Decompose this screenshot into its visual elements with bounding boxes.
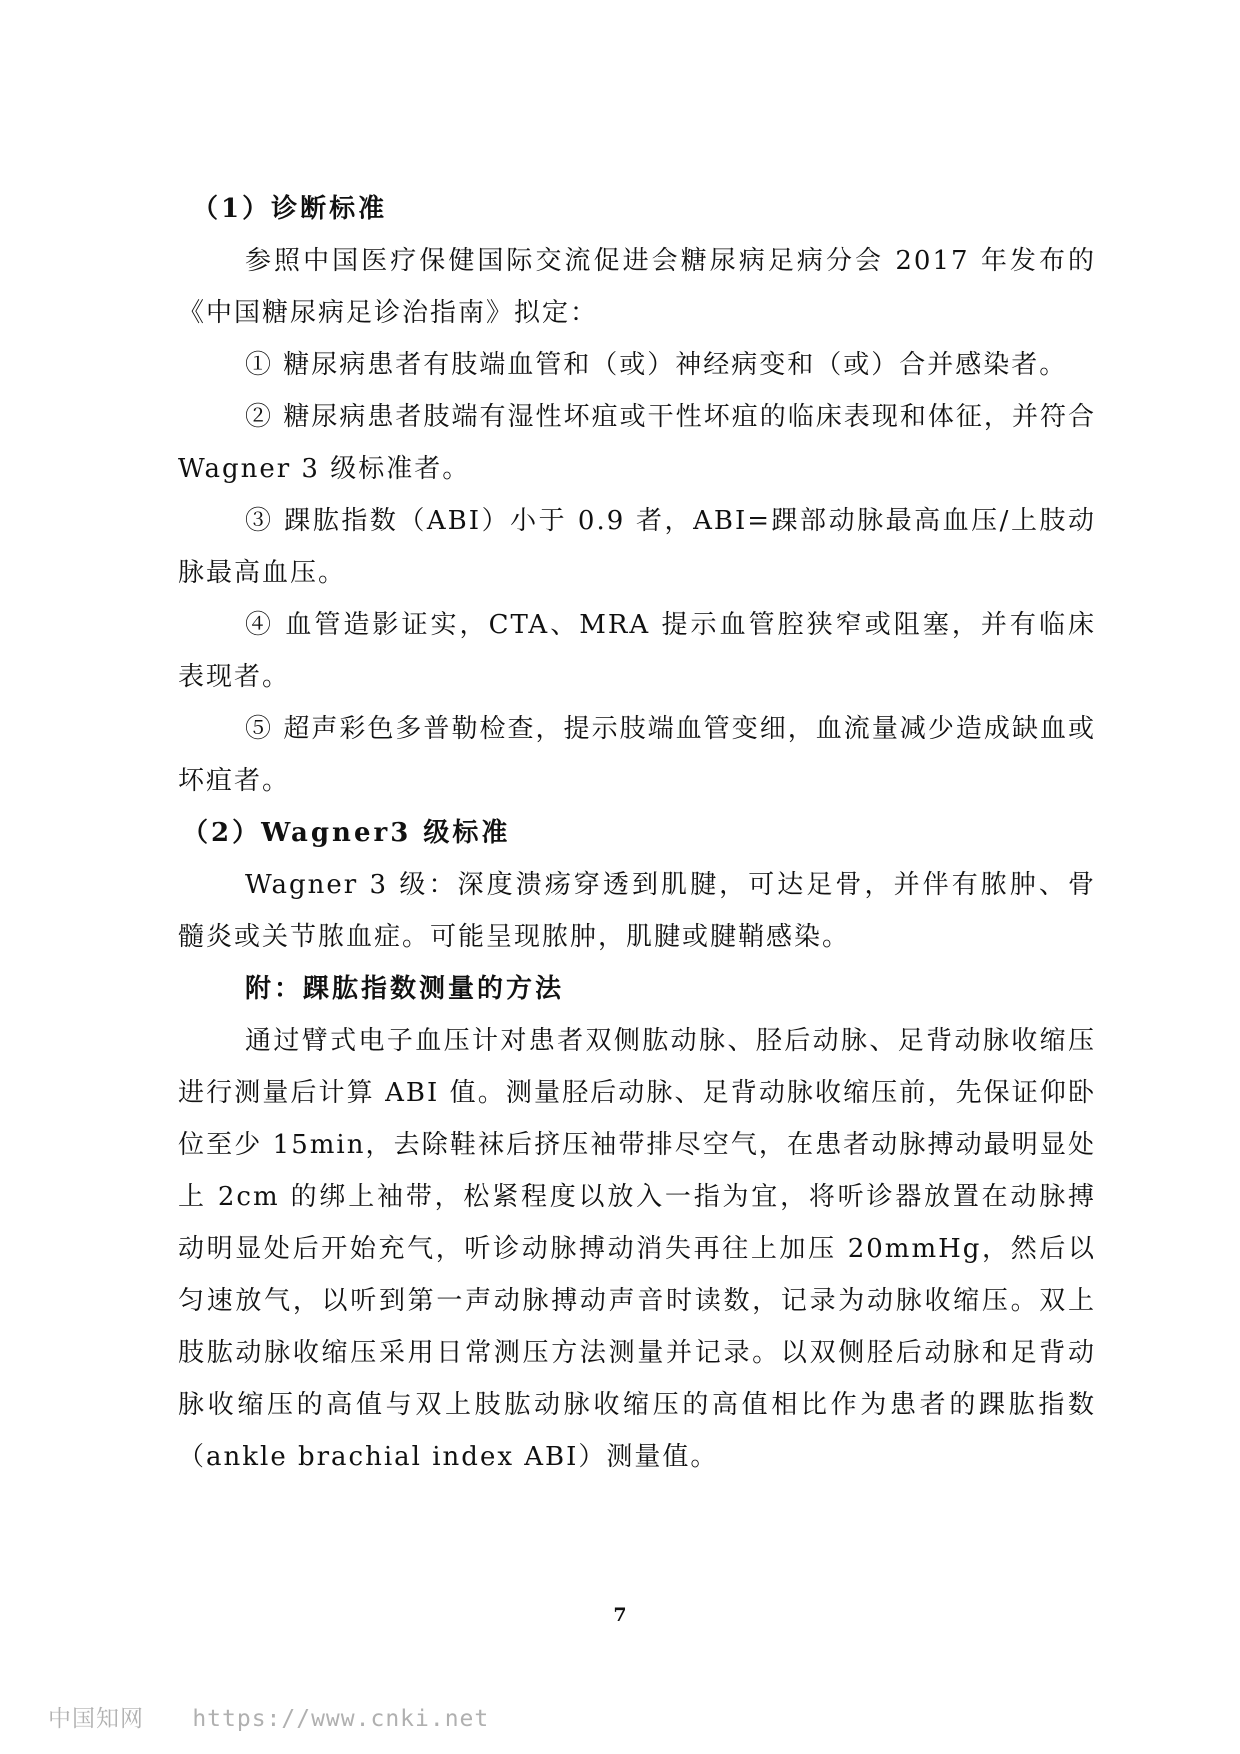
page-content — [178, 183, 1096, 1483]
intro-paragraph: 参照中国医疗保健国际交流促进会糖尿病足病分会 2017 年发布的《中国糖尿病足诊治指南》拟定： — [178, 246, 1096, 328]
criterion-item-4: ④ 血管造影证实，CTA、MRA 提示血管腔狭窄或阻塞，并有临床表现者。 — [178, 610, 1096, 692]
wagner3-paragraph: Wagner 3 级：深度溃疡穿透到肌腱，可达足骨，并伴有脓肿、骨髓炎或关节脓血症。可能呈现脓肿，肌腱或腱鞘感染。 — [178, 870, 1096, 952]
criterion-item-1: ① 糖尿病患者有肢端血管和（或）神经病变和（或）合并感染者。 — [245, 350, 1068, 380]
footer-brand: 中国知网 — [48, 1706, 144, 1732]
section-heading-wagner3: （2）Wagner3 级标准 — [182, 818, 511, 848]
footer-watermark — [48, 1700, 489, 1733]
appendix-heading: 附：踝肱指数测量的方法 — [245, 974, 565, 1004]
footer-url-link[interactable]: https://www.cnki.net — [192, 1706, 490, 1732]
appendix-paragraph: 通过臂式电子血压计对患者双侧肱动脉、胫后动脉、足背动脉收缩压进行测量后计算 ABI 值。测量胫后动脉、足背动脉收缩压前，先保证仰卧位至少 15min，去除鞋袜后挤压袖带排尽空气，在患者动脉搏动最明显处上 2cm 的绑上袖带，松紧程度以放入一指为宜，将听诊器放置在动脉搏动明显处后开始充气，听诊动脉搏动消失再往上加压 20mmHg，然后以匀速放气，以听到第一声动脉搏动声音时读数，记录为动脉收缩压。双上肢肱动脉收缩压采用日常测压方法测量并记录。以双侧胫后动脉和足背动脉收缩压的高值与双上肢肱动脉收缩压的高值相比作为患者的踝肱指数（ankle brachial index ABI）测量值。 — [178, 1026, 1096, 1472]
section-heading-diagnostic-criteria: （1）诊断标准 — [192, 194, 388, 224]
criterion-item-5: ⑤ 超声彩色多普勒检查，提示肢端血管变细，血流量减少造成缺血或坏疽者。 — [178, 714, 1096, 796]
page-number: 7 — [613, 1604, 627, 1626]
criterion-item-3: ③ 踝肱指数（ABI）小于 0.9 者，ABI=踝部动脉最高血压/上肢动脉最高血压。 — [178, 506, 1096, 588]
criterion-item-2: ② 糖尿病患者肢端有湿性坏疽或干性坏疽的临床表现和体征，并符合 Wagner 3 级标准者。 — [178, 402, 1096, 484]
